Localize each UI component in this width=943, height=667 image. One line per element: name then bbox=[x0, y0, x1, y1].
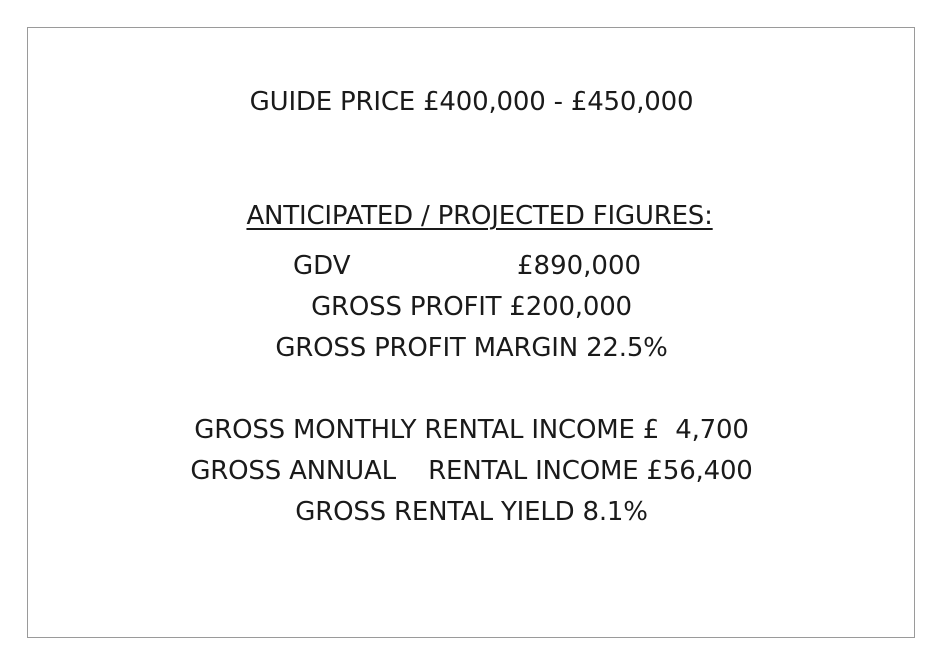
guide-price: GUIDE PRICE £400,000 - £450,000 bbox=[249, 87, 694, 117]
gdv-value: £890,000 bbox=[517, 251, 642, 281]
figures-heading-text: ANTICIPATED / PROJECTED FIGURES: bbox=[246, 201, 713, 231]
gross-monthly-rental-income: GROSS MONTHLY RENTAL INCOME £ 4,700 bbox=[194, 415, 749, 445]
gross-profit-margin: GROSS PROFIT MARGIN 22.5% bbox=[275, 333, 668, 363]
figures-heading bbox=[0, 168, 943, 232]
gross-annual-rental-income: GROSS ANNUAL RENTAL INCOME £56,400 bbox=[190, 456, 753, 486]
gdv-row bbox=[0, 250, 943, 282]
gross-profit: GROSS PROFIT £200,000 bbox=[311, 292, 632, 322]
gross-rental-yield: GROSS RENTAL YIELD 8.1% bbox=[295, 497, 648, 527]
gdv-label: GDV bbox=[293, 251, 351, 281]
